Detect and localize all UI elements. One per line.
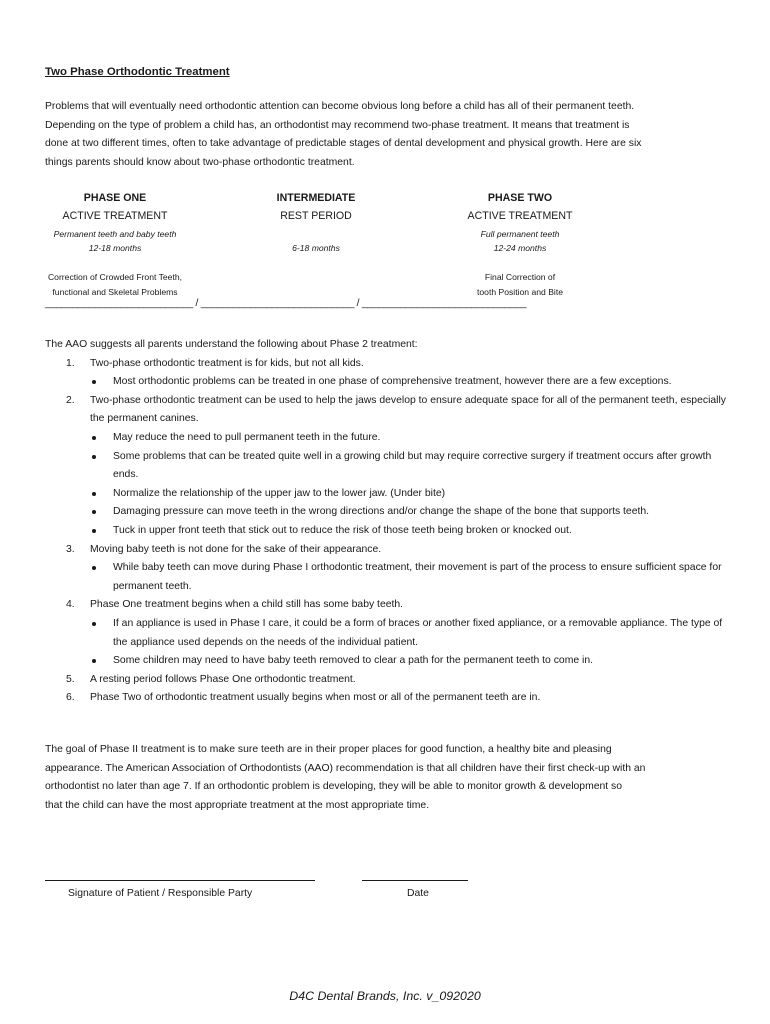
phase-one-heading: PHASE ONE xyxy=(83,192,147,204)
bullet-item xyxy=(90,485,735,504)
list-item xyxy=(45,689,735,708)
item-number: 4. xyxy=(66,599,75,611)
signature-label: Signature of Patient / Responsible Party xyxy=(68,888,253,899)
phase-one-subheading: ACTIVE TREATMENT xyxy=(62,210,168,222)
document-title: Two Phase Orthodontic Treatment xyxy=(45,66,230,78)
goal-line: orthodontist no later than age 7. If an orthodontic problem is developing, they will be able to monitor growth & development so xyxy=(45,781,623,793)
bullet-item xyxy=(90,503,735,522)
bullet-icon xyxy=(92,659,96,663)
list-item xyxy=(45,671,735,690)
bullet-item xyxy=(90,448,735,485)
bullet-item xyxy=(90,559,735,596)
item-text: Phase Two of orthodontic treatment usually begins when most or all of the permanent teeth are in. xyxy=(90,692,541,704)
phase-two-correction: tooth Position and Bite xyxy=(477,287,563,297)
phase-two-subheading: ACTIVE TREATMENT xyxy=(467,210,573,222)
intermediate-duration: 6-18 months xyxy=(292,243,340,253)
bullet-text: May reduce the need to pull permanent teeth in the future. xyxy=(113,431,381,443)
bullet-text: Most orthodontic problems can be treated in one phase of comprehensive treatment, however there are a few exceptions. xyxy=(113,376,672,388)
item-number: 1. xyxy=(66,357,75,369)
bullet-icon xyxy=(92,529,96,533)
bullet-item xyxy=(90,522,735,541)
phase-two-duration: 12-24 months xyxy=(493,243,547,253)
list-lead: The AAO suggests all parents understand the following about Phase 2 treatment: xyxy=(45,339,418,350)
intermediate-subheading: REST PERIOD xyxy=(280,210,352,222)
bullet-icon xyxy=(92,566,96,570)
phase-one-note: Permanent teeth and baby teeth xyxy=(53,229,177,239)
bullet-text: Some problems that can be treated quite well in a growing child but may require corrective surgery if treatment occurs after growth ends. xyxy=(113,450,712,481)
phase-two-note: Full permanent teeth xyxy=(480,229,560,239)
numbered-list xyxy=(45,355,735,708)
list-item xyxy=(45,355,735,392)
bullet-text: Some children may need to have baby teeth removed to clear a path for the permanent teeth to come in. xyxy=(113,655,593,667)
intro-line: done at two different times, often to take advantage of predictable stages of dental development and physical growth. Here are six xyxy=(45,138,642,150)
item-number: 5. xyxy=(66,673,75,685)
bullet-icon xyxy=(92,622,96,626)
bullet-item xyxy=(90,615,735,652)
bullet-text: If an appliance is used in Phase I care, it could be a form of braces or another fixed appliance, or a removable appliance. The type of the appliance used depends on the needs of the individual patient. xyxy=(113,617,723,648)
phase-one-duration: 12-18 months xyxy=(88,243,142,253)
intermediate-heading: INTERMEDIATE xyxy=(276,192,356,204)
item-text: A resting period follows Phase One orthodontic treatment. xyxy=(90,673,356,685)
signature-line[interactable] xyxy=(45,880,315,881)
intro-line: Depending on the type of problem a child has, an orthodontist may recommend two-phase treatment. It means that treatment is xyxy=(45,119,630,131)
footer-brand: D4C Dental Brands, Inc. v_092020 xyxy=(289,989,481,1003)
date-line[interactable] xyxy=(362,880,468,881)
date-label: Date xyxy=(407,888,429,899)
intro-paragraph xyxy=(45,98,735,172)
list-item xyxy=(45,596,735,670)
bullet-text: Normalize the relationship of the upper jaw to the lower jaw. (Under bite) xyxy=(113,487,446,499)
bullet-item xyxy=(90,652,735,671)
item-text: Moving baby teeth is not done for the sake of their appearance. xyxy=(90,543,382,555)
bullet-icon xyxy=(92,436,96,440)
goal-line: appearance. The American Association of Orthodontists (AAO) recommendation is that all children have their first check-up with an xyxy=(45,762,646,774)
phase-divider-line: ___________________________ / ____________________________ / ______________________________ xyxy=(45,298,527,309)
item-text: Phase One treatment begins when a child still has some baby teeth. xyxy=(90,599,404,611)
bullet-text: Tuck in upper front teeth that stick out to reduce the risk of those teeth being broken or knocked out. xyxy=(113,524,572,536)
phase-one-correction: Correction of Crowded Front Teeth, xyxy=(47,272,183,282)
list-item xyxy=(45,541,735,597)
bullet-icon xyxy=(92,492,96,496)
goal-line: The goal of Phase II treatment is to make sure teeth are in their proper places for good function, a healthy bite and pleasing xyxy=(45,744,612,755)
bullet-icon xyxy=(92,455,96,459)
bullet-icon xyxy=(92,380,96,384)
item-number: 6. xyxy=(66,692,75,704)
bullet-item xyxy=(90,373,735,392)
bullet-item xyxy=(90,429,735,448)
intro-line: Problems that will eventually need orthodontic attention can become obvious long before a child has all of their permanent teeth. xyxy=(45,101,635,112)
list-item xyxy=(45,392,735,541)
bullet-text: While baby teeth can move during Phase I orthodontic treatment, their movement is part of the process to ensure sufficient space for permanent teeth. xyxy=(113,562,722,592)
bullet-text: Damaging pressure can move teeth in the wrong directions and/or change the shape of the bone that supports teeth. xyxy=(113,506,650,518)
goal-line: that the child can have the most appropriate treatment at the most appropriate time. xyxy=(45,799,430,811)
item-number: 3. xyxy=(66,543,75,555)
item-number: 2. xyxy=(66,394,75,406)
phase-two-heading: PHASE TWO xyxy=(487,192,553,204)
item-text: Two-phase orthodontic treatment can be used to help the jaws develop to ensure adequate space for all of the permanent teeth, especially the permanent canines. xyxy=(90,394,726,425)
intro-line: things parents should know about two-phase orthodontic treatment. xyxy=(45,156,355,168)
goal-paragraph xyxy=(45,741,735,815)
phase-one-correction: functional and Skeletal Problems xyxy=(52,287,178,297)
phase-two-correction: Final Correction of xyxy=(484,272,556,282)
bullet-icon xyxy=(92,510,96,514)
aao-guidance-list xyxy=(45,336,735,708)
item-text: Two-phase orthodontic treatment is for kids, but not all kids. xyxy=(90,357,364,369)
